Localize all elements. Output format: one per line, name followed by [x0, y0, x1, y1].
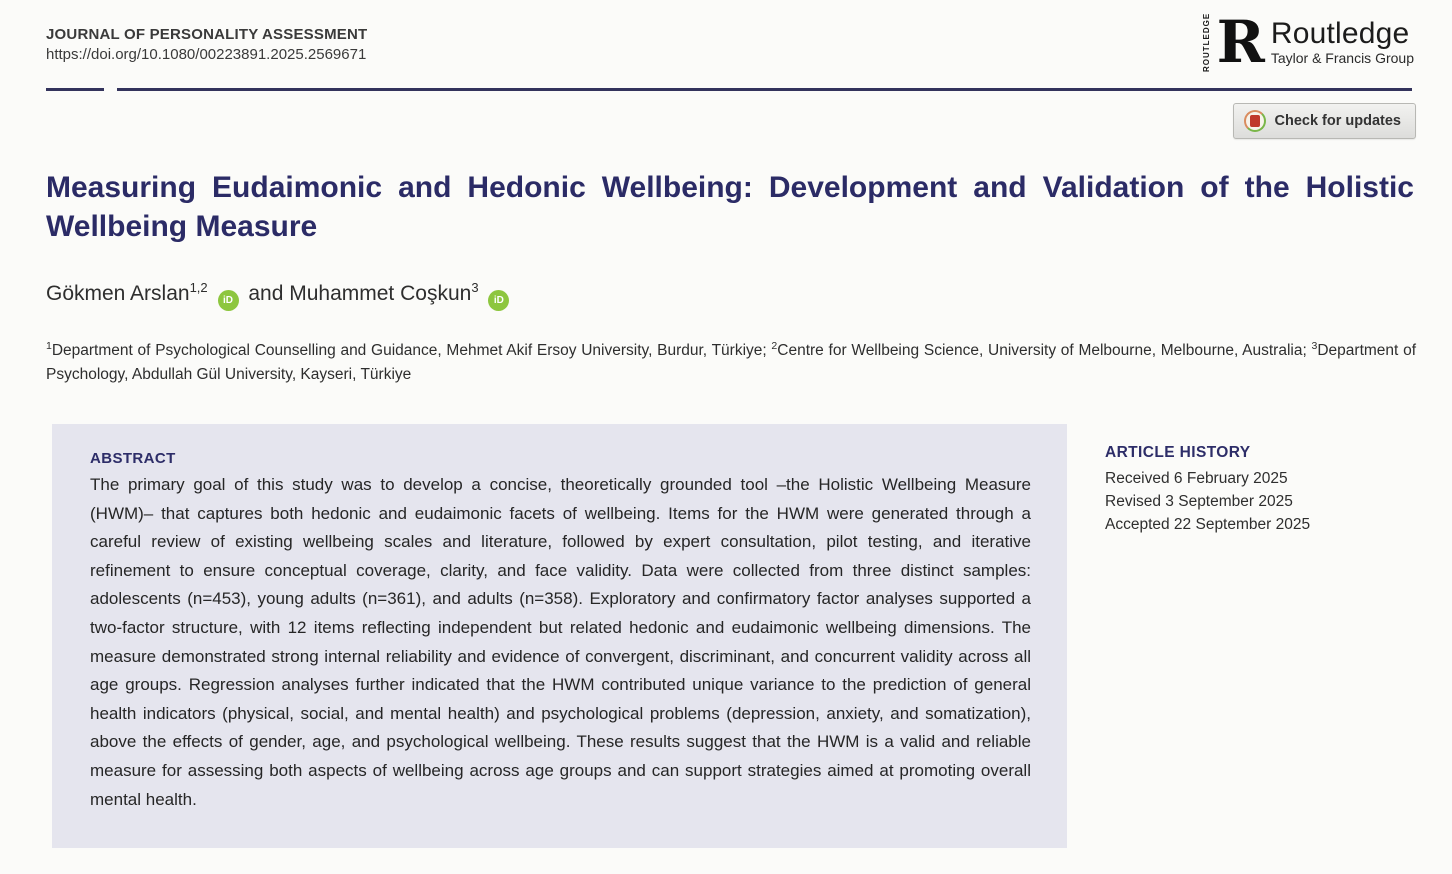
- authors-line: [46, 280, 513, 311]
- affiliation-2-text: Centre for Wellbeing Science, University of Melbourne, Melbourne, Australia;: [777, 342, 1312, 360]
- abstract-box: [52, 424, 1067, 848]
- doi-link[interactable]: https://doi.org/10.1080/00223891.2025.2569671: [46, 46, 367, 63]
- divider-dash: [46, 88, 104, 91]
- orcid-icon[interactable]: iD: [488, 290, 509, 311]
- routledge-vertical-text: ROUTLEDGE: [1201, 12, 1211, 72]
- journal-name: JOURNAL OF PERSONALITY ASSESSMENT: [46, 26, 368, 43]
- routledge-logo[interactable]: [1201, 8, 1414, 76]
- affiliation-2-marker: 2: [771, 340, 778, 352]
- article-history-heading: ARTICLE HISTORY: [1105, 444, 1251, 461]
- affiliation-1-marker: 1: [46, 340, 52, 352]
- history-revised: Revised 3 September 2025: [1105, 493, 1293, 510]
- author-1-name: Gökmen Arslan: [46, 282, 190, 305]
- crossmark-icon: [1244, 110, 1266, 132]
- article-title: Measuring Eudaimonic and Hedonic Wellbeing: Development and Validation of the Holistic Wellbeing Measure: [46, 171, 1414, 243]
- orcid-icon[interactable]: iD: [218, 290, 239, 311]
- abstract-heading: ABSTRACT: [90, 450, 176, 467]
- check-for-updates-label: Check for updates: [1274, 113, 1401, 129]
- routledge-r-glyph: R: [1216, 8, 1265, 76]
- author-2-superscript: 3: [471, 280, 479, 295]
- affiliation-3-text: Department of Psychology, Abdullah Gül University, Kayseri, Türkiye: [46, 342, 1416, 384]
- abstract-text: The primary goal of this study was to develop a concise, theoretically grounded tool –the Holistic Wellbeing Measure (HWM)– that captures both hedonic and eudaimonic facets of wellbeing. Items for the HWM were generated through a careful review of existing wellbeing scales and literature, followed by expert consultation, pilot testing, and iterative refinement to ensure conceptual coverage, clarity, and face validity. Data were collected from three distinct samples: adolescents (n=453), young adults (n=361), and adults (n=358). Exploratory and confirmatory factor analyses supported a two-factor structure, with 12 items reflecting independent but related hedonic and eudaimonic wellbeing dimensions. The measure demonstrated strong internal reliability and evidence of convergent, discriminant, and concurrent validity across all age groups. Regression analyses further indicated that the HWM contributed unique variance to the prediction of general health indicators (physical, social, and mental health) and psychological problems (depression, anxiety, and somatization), above the effects of gender, age, and psychological wellbeing. These results suggest that the HWM is a valid and reliable measure for assessing both aspects of wellbeing across age groups and can support strategies aimed at promoting overall mental health.: [90, 475, 1031, 809]
- authors-separator: and: [248, 282, 284, 305]
- affiliation-1-text: Department of Psychological Counselling and Guidance, Mehmet Akif Ersoy University, Burdur, Türkiye;: [51, 342, 772, 360]
- divider-line: [117, 88, 1412, 91]
- affiliation-3-marker: 3: [1311, 340, 1318, 352]
- author-2-name: Muhammet Coşkun: [289, 282, 472, 305]
- history-accepted: Accepted 22 September 2025: [1105, 516, 1311, 533]
- author-1-superscript: 1,2: [189, 280, 208, 295]
- article-history: [1105, 444, 1435, 536]
- affiliations: [46, 334, 1416, 387]
- publisher-group: Taylor & Francis Group: [1270, 50, 1414, 66]
- journal-header: [46, 26, 367, 63]
- header-divider: [46, 88, 1412, 91]
- history-received: Received 6 February 2025: [1105, 470, 1288, 487]
- check-for-updates-button[interactable]: [1233, 103, 1417, 139]
- publisher-name: Routledge: [1270, 17, 1410, 50]
